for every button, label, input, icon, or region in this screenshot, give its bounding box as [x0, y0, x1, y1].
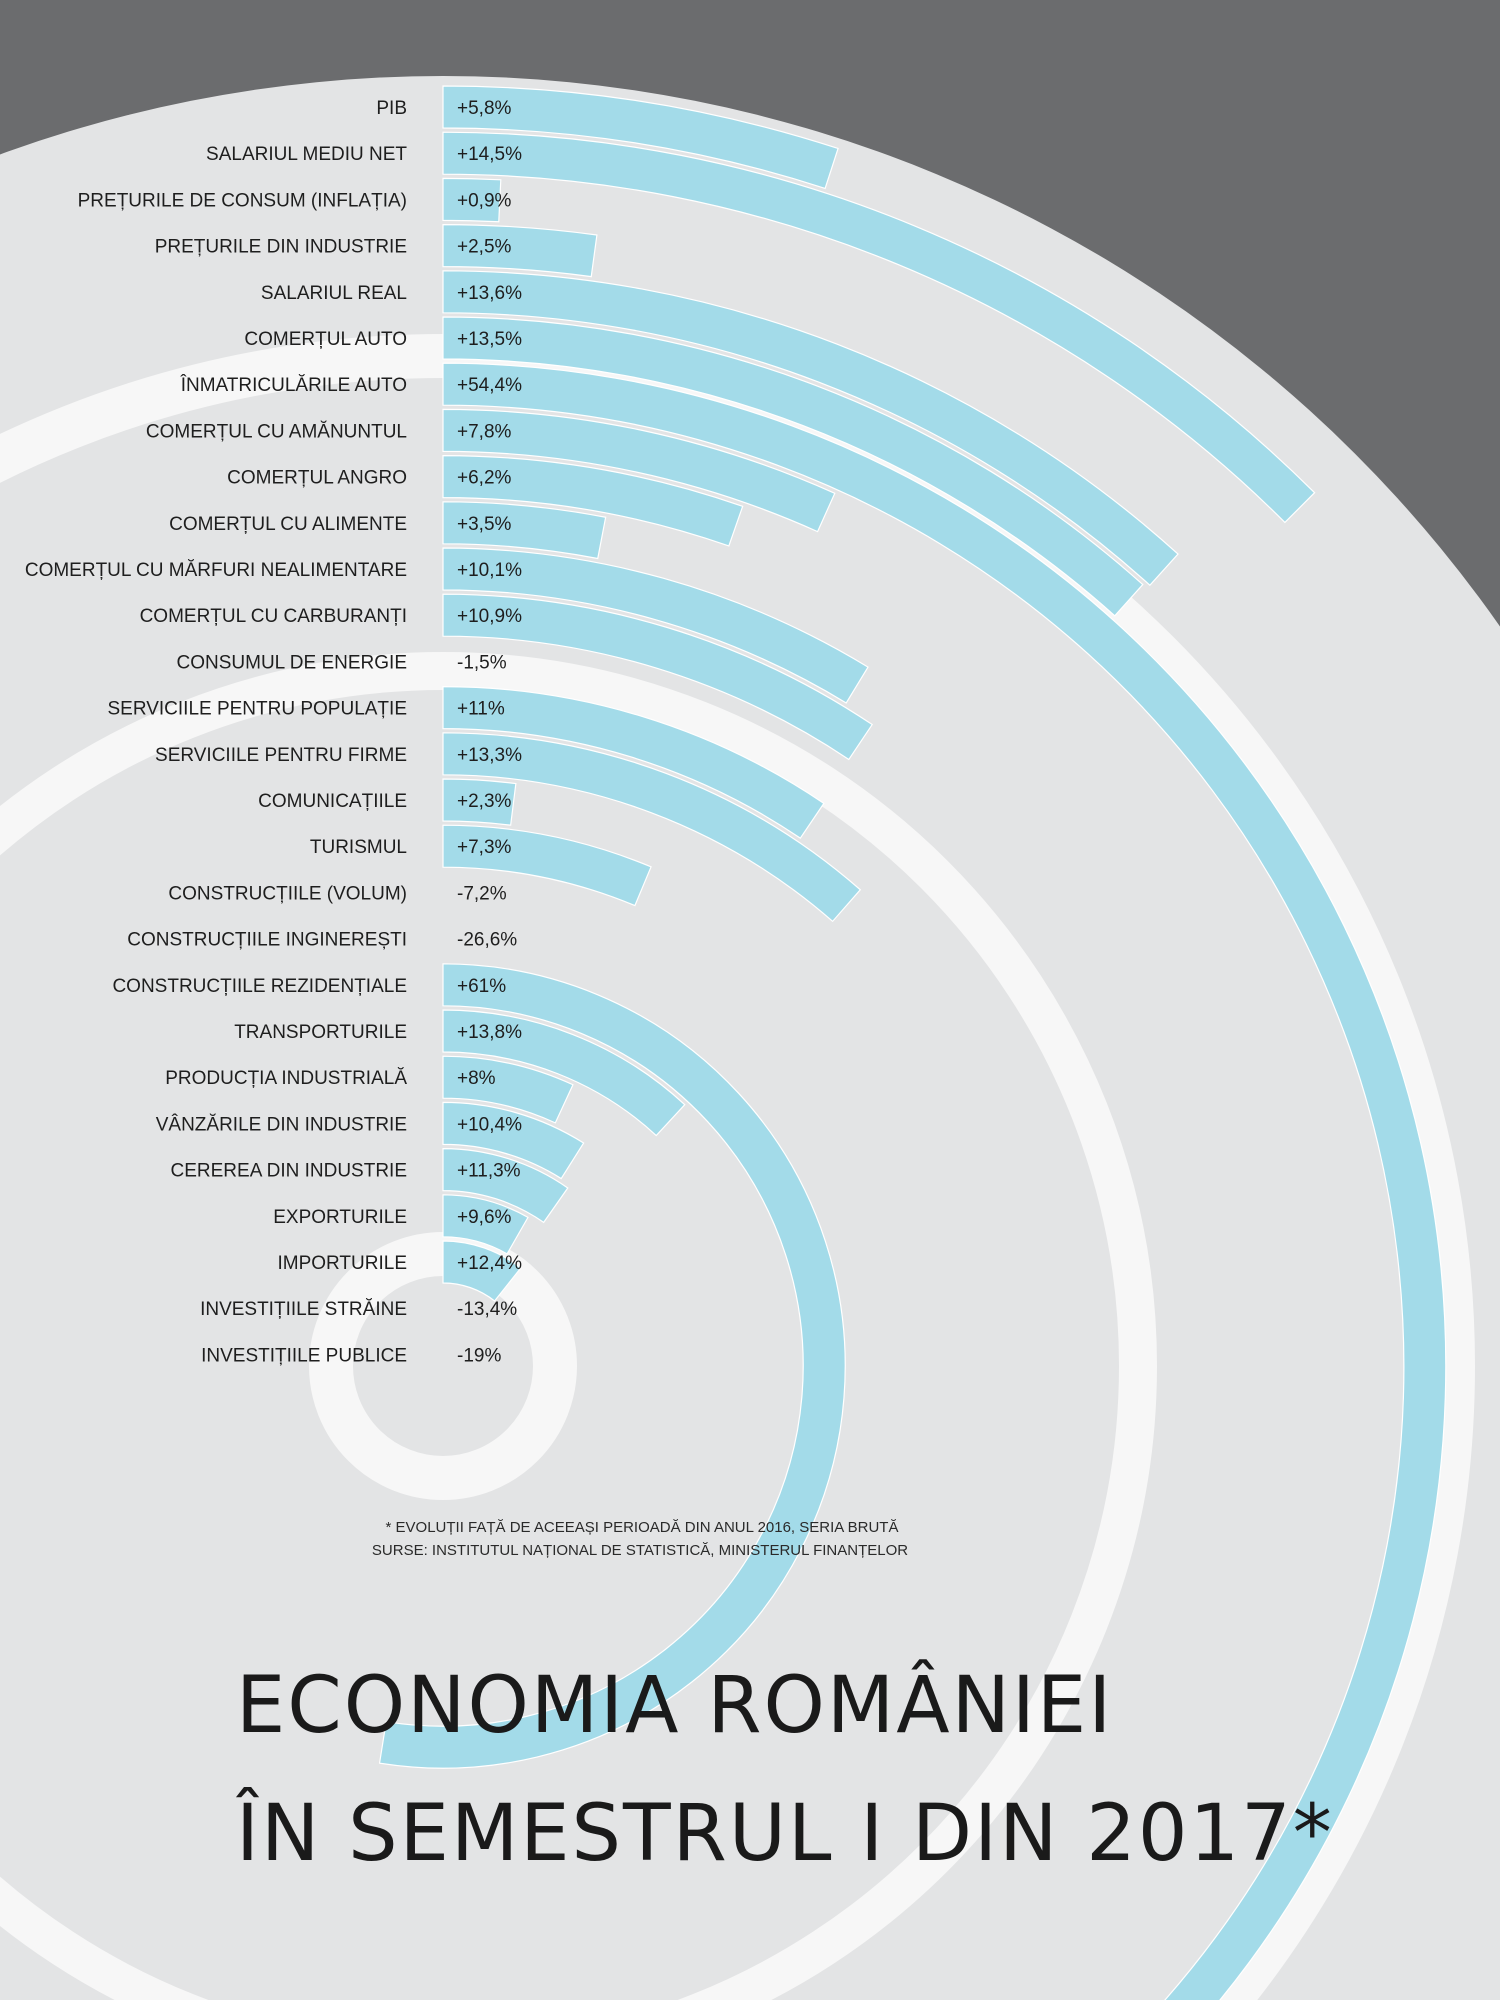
category-label-24: EXPORTURILE: [273, 1206, 407, 1228]
category-label-6: ÎNMATRICULĂRILE AUTO: [180, 375, 407, 397]
value-label-25: +12,4%: [457, 1253, 522, 1274]
category-label-14: SERVICIILE PENTRU FIRME: [155, 744, 407, 766]
category-label-18: CONSTRUCȚIILE INGINEREȘTI: [127, 929, 407, 951]
value-label-13: +11%: [457, 698, 505, 720]
category-label-2: PREȚURILE DE CONSUM (INFLAȚIA): [77, 190, 407, 212]
value-label-10: +10,1%: [457, 560, 522, 581]
category-label-27: INVESTIȚIILE PUBLICE: [201, 1345, 407, 1367]
title-line-2: ÎN SEMESTRUL I DIN 2017*: [236, 1789, 1334, 1879]
category-label-25: IMPORTURILE: [277, 1253, 407, 1274]
category-label-17: CONSTRUCȚIILE (VOLUM): [168, 883, 407, 905]
category-label-22: VÂNZĂRILE DIN INDUSTRIE: [155, 1114, 407, 1136]
footnote-line-2: SURSE: INSTITUTUL NAȚIONAL DE STATISTICĂ, MINISTERUL FINANȚELOR: [371, 1542, 909, 1559]
category-label-11: COMERȚUL CU CARBURANȚI: [139, 606, 407, 628]
value-label-15: +2,3%: [457, 791, 512, 812]
value-label-17: -7,2%: [457, 883, 507, 905]
category-label-20: TRANSPORTURILE: [234, 1022, 407, 1043]
category-label-10: COMERȚUL CU MĂRFURI NEALIMENTARE: [24, 560, 407, 581]
value-label-11: +10,9%: [457, 606, 522, 628]
value-label-27: -19%: [457, 1345, 502, 1367]
category-label-1: SALARIUL MEDIU NET: [206, 144, 407, 166]
category-label-13: SERVICIILE PENTRU POPULAȚIE: [107, 698, 407, 720]
category-label-16: TURISMUL: [309, 837, 407, 859]
category-label-12: CONSUMUL DE ENERGIE: [176, 652, 407, 674]
value-label-5: +13,5%: [457, 329, 522, 350]
value-label-21: +8%: [457, 1068, 496, 1090]
value-label-22: +10,4%: [457, 1114, 522, 1136]
value-label-9: +3,5%: [457, 513, 512, 535]
category-label-5: COMERȚUL AUTO: [244, 329, 407, 350]
value-label-2: +0,9%: [457, 190, 512, 212]
value-label-14: +13,3%: [457, 744, 522, 766]
value-label-26: -13,4%: [457, 1299, 518, 1321]
category-label-23: CEREREA DIN INDUSTRIE: [170, 1160, 407, 1182]
value-label-23: +11,3%: [457, 1160, 521, 1182]
footnote-line-1: * EVOLUȚII FAȚĂ DE ACEEAȘI PERIOADĂ DIN ANUL 2016, SERIA BRUTĂ: [385, 1519, 899, 1536]
title-line-1: ECONOMIA ROMÂNIEI: [236, 1661, 1114, 1751]
value-label-16: +7,3%: [457, 837, 512, 859]
value-label-6: +54,4%: [457, 375, 522, 397]
value-label-3: +2,5%: [457, 236, 512, 258]
value-label-8: +6,2%: [457, 467, 512, 489]
category-label-21: PRODUCȚIA INDUSTRIALĂ: [165, 1068, 407, 1090]
category-label-26: INVESTIȚIILE STRĂINE: [200, 1299, 407, 1321]
value-label-18: -26,6%: [457, 929, 518, 951]
value-label-7: +7,8%: [457, 421, 512, 443]
category-label-0: PIB: [376, 98, 407, 119]
category-label-19: CONSTRUCȚIILE REZIDENȚIALE: [112, 975, 407, 997]
category-label-9: COMERȚUL CU ALIMENTE: [169, 513, 407, 535]
category-label-8: COMERȚUL ANGRO: [227, 467, 407, 489]
value-label-12: -1,5%: [457, 652, 507, 674]
category-label-4: SALARIUL REAL: [260, 282, 407, 304]
value-label-19: +61%: [457, 975, 507, 997]
category-label-15: COMUNICAȚIILE: [258, 791, 407, 812]
value-label-4: +13,6%: [457, 282, 522, 304]
value-label-1: +14,5%: [457, 144, 522, 166]
value-label-24: +9,6%: [457, 1206, 512, 1228]
value-label-0: +5,8%: [457, 98, 512, 119]
category-label-7: COMERȚUL CU AMĂNUNTUL: [145, 421, 407, 443]
category-label-3: PREȚURILE DIN INDUSTRIE: [154, 236, 407, 258]
value-label-20: +13,8%: [457, 1022, 522, 1043]
